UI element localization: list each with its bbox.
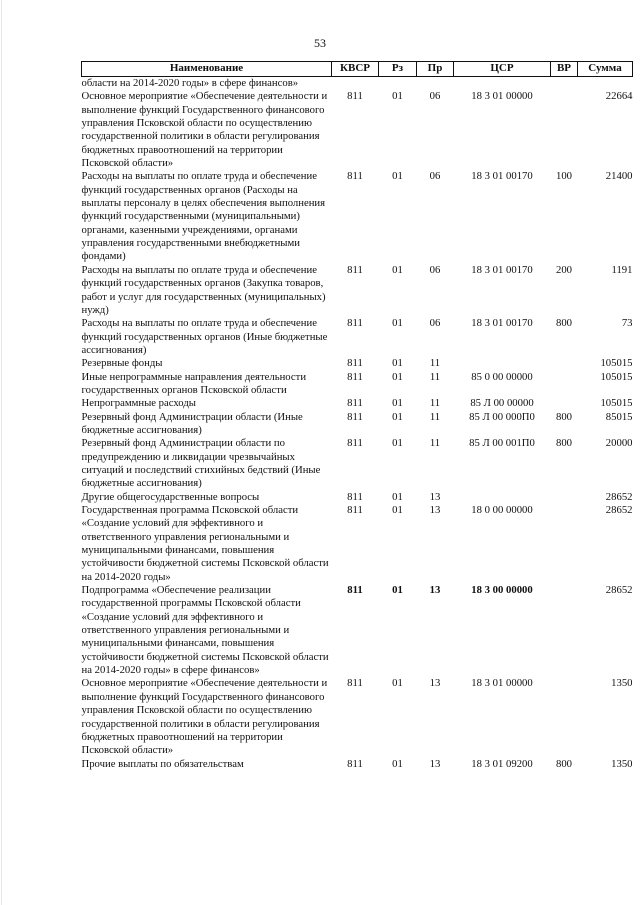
cell-sum: 1191 [611,263,633,276]
cell-name: Другие общегосударственные вопросы [81,490,260,503]
cell-kvsr [332,77,379,91]
cell-vr [551,504,578,584]
cell-name: Подпрограмма «Обеспечение реализации государственной программы Псковской области «Создание условий для эффективного и ответственного управления региональными и муниципальными финансами, повышения устойчивости бюджетной системы Псковской области на 2014-2020 годы» в сфере финансов» [81,584,329,677]
cell-csr: 85 Л 00 001П0 [469,437,535,450]
cell-rz: 01 [392,490,403,503]
cell-rz: 01 [392,677,403,690]
cell-csr [454,357,551,370]
cell-vr: 800 [555,757,573,770]
cell-name: Основное мероприятие «Обеспечение деятельности и выполнение функций Государственного финансового управления Псковской области по осуществлению государственной политики в области регулирования бюджетных правоотношений на территории Псковской области» [81,90,328,170]
cell-kvsr: 811 [347,437,363,450]
cell-vr: 800 [555,437,573,450]
header-csr: ЦСР [454,62,551,77]
cell-csr: 18 3 01 00000 [471,677,533,690]
header-pr: Пр [417,62,454,77]
table-row [82,90,633,170]
cell-vr [551,397,578,410]
cell-vr [551,584,578,677]
budget-table [81,61,633,771]
header-kvsr: КВСР [332,62,379,77]
table-row [82,677,633,757]
cell-rz: 01 [392,757,403,770]
cell-sum: 85015 [605,410,633,423]
cell-rz: 01 [392,263,403,276]
cell-kvsr: 811 [347,90,363,103]
cell-csr: 18 3 01 09200 [471,757,533,770]
cell-kvsr: 811 [347,263,363,276]
scan-edge [1,0,2,905]
cell-kvsr: 811 [347,370,363,383]
cell-pr: 06 [429,170,441,183]
cell-rz: 01 [392,410,403,423]
cell-pr: 06 [429,90,441,103]
cell-name: Непрограммные расходы [81,397,196,410]
table-header-row [82,62,633,77]
cell-name: Резервные фонды [81,357,163,370]
cell-sum: 105015 [600,370,633,383]
cell-csr: 18 3 01 00170 [471,317,533,330]
cell-kvsr: 811 [347,317,363,330]
table-row [82,437,633,490]
cell-csr: 18 3 00 00000 [471,584,533,597]
cell-sum: 20000 [605,437,633,450]
cell-vr: 100 [555,170,573,183]
table-row [82,170,633,263]
table-row [82,491,633,504]
page-number: 53 [314,36,326,50]
cell-csr: 18 3 01 00000 [471,90,533,103]
header-vr: ВР [551,62,578,77]
cell-pr: 13 [429,584,441,597]
cell-pr: 13 [429,504,441,516]
cell-kvsr: 811 [347,584,363,597]
cell-sum: 1350 [611,757,633,770]
cell-pr: 13 [429,757,441,770]
cell-vr [551,90,578,170]
cell-sum: 28652 [605,504,633,516]
cell-csr: 18 3 01 00170 [471,170,533,183]
cell-kvsr: 811 [347,504,363,516]
cell-name: Прочие выплаты по обязательствам [81,757,244,770]
cell-vr [551,357,578,370]
cell-sum: 105015 [600,397,633,410]
cell-name: Расходы на выплаты по оплате труда и обеспечение функций государственных органов (Расходы на выплаты персоналу в целях обеспечения выполнения функций государственными (муниципальными) органами, казенными учреждениями, органами управления государственными внебюджетными фондами) [81,170,326,263]
cell-pr: 13 [429,490,441,503]
table-row [82,317,633,357]
table-row [82,264,633,317]
cell-kvsr: 811 [347,490,363,503]
cell-kvsr: 811 [347,357,363,370]
cell-vr: 800 [555,410,573,423]
cell-rz: 01 [392,90,403,103]
table-row [82,504,633,584]
cell-vr [551,371,578,398]
cell-name: Резервный фонд Администрации области (Иные бюджетные ассигнования) [81,410,303,436]
cell-sum: 28652 [605,490,633,503]
cell-pr: 11 [429,410,441,423]
cell-sum: 105015 [600,357,633,370]
cell-name: области на 2014-2020 годы» в сфере финансов» [81,77,299,89]
cell-pr: 06 [429,263,441,276]
cell-pr [417,77,454,91]
cell-sum: 22664 [605,90,633,103]
cell-pr: 11 [429,357,441,370]
cell-kvsr: 811 [347,397,363,410]
cell-name: Резервный фонд Администрации области по предупреждению и ликвидации чрезвычайных ситуаций и последствий стихийных бедствий (Иные бюджетные ассигнования) [81,437,321,490]
cell-csr [454,77,551,91]
cell-rz: 01 [392,584,403,597]
header-sum: Сумма [578,62,633,77]
table-row [82,758,633,771]
cell-rz: 01 [392,357,403,370]
table-row [82,357,633,370]
cell-vr: 200 [555,263,573,276]
cell-name: Основное мероприятие «Обеспечение деятельности и выполнение функций Государственного финансового управления Псковской области по осуществлению государственной политики в области регулирования бюджетных правоотношений на территории Псковской области» [81,677,328,757]
cell-vr [551,77,578,91]
cell-pr: 11 [429,437,441,450]
cell-name: Иные непрограммные направления деятельности государственных органов Псковской области [81,370,307,396]
cell-rz: 01 [392,504,403,516]
cell-name: Государственная программа Псковской области «Создание условий для эффективного и ответственного управления региональными и муниципальными финансами, повышения устойчивости бюджетной системы Псковской области на 2014-2020 годы» [81,504,329,583]
cell-sum: 73 [621,317,633,330]
cell-pr: 06 [429,317,441,330]
cell-sum [578,77,633,91]
cell-kvsr: 811 [347,170,363,183]
cell-vr [551,491,578,504]
table-row [82,371,633,398]
cell-rz: 01 [392,397,403,410]
table-row [82,397,633,410]
table-row [82,411,633,438]
cell-pr: 13 [429,677,441,690]
cell-csr: 18 0 00 00000 [471,504,533,516]
cell-sum: 28652 [605,584,633,597]
cell-kvsr: 811 [347,410,363,423]
cell-rz: 01 [392,170,403,183]
cell-rz: 01 [392,317,403,330]
cell-csr [454,491,551,504]
cell-rz [379,77,417,91]
cell-pr: 11 [429,370,441,383]
cell-pr: 11 [429,397,441,410]
cell-sum: 1350 [611,677,633,690]
table-row [82,77,633,91]
cell-rz: 01 [392,370,403,383]
cell-rz: 01 [392,437,403,450]
cell-vr [551,677,578,757]
cell-sum: 21400 [605,170,633,183]
cell-name: Расходы на выплаты по оплате труда и обеспечение функций государственных органов (Иные бюджетные ассигнования) [81,317,328,356]
header-name: Наименование [82,62,332,77]
header-rz: Рз [379,62,417,77]
cell-vr: 800 [555,317,573,330]
cell-name: Расходы на выплаты по оплате труда и обеспечение функций государственных органов (Закупка товаров, работ и услуг для государственных (муниципальных) нужд) [81,263,326,316]
cell-kvsr: 811 [347,757,363,770]
cell-kvsr: 811 [347,677,363,690]
cell-csr: 18 3 01 00170 [471,263,533,276]
table-row [82,584,633,677]
cell-csr: 85 Л 00 000П0 [469,410,535,423]
cell-csr: 85 0 00 00000 [471,370,533,383]
cell-csr: 85 Л 00 00000 [470,397,534,410]
